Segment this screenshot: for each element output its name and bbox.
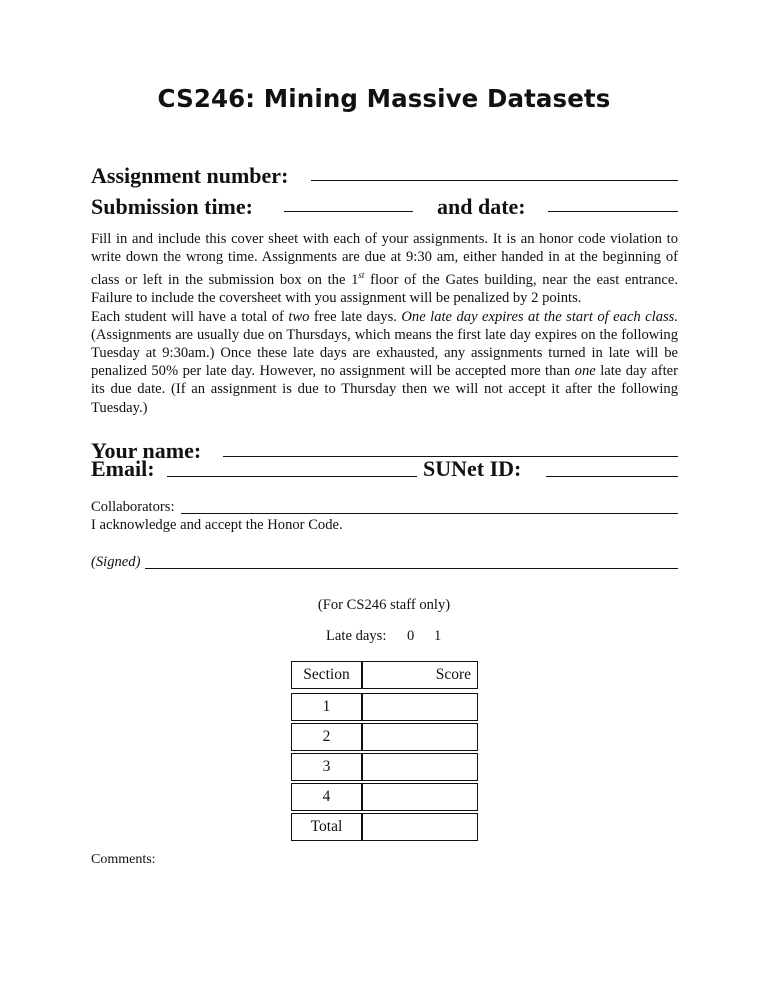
sunet-id-label: SUNet ID:	[423, 456, 522, 481]
comments-label: Comments:	[91, 852, 156, 867]
page-title: CS246: Mining Massive Datasets	[157, 84, 611, 113]
late-days-label: Late days:	[326, 628, 387, 644]
score-cell[interactable]	[362, 783, 478, 811]
table-row	[291, 693, 478, 721]
signature-field[interactable]	[145, 568, 678, 569]
assignment-number-label: Assignment number:	[91, 163, 289, 188]
score-cell[interactable]	[362, 753, 478, 781]
table-row	[291, 753, 478, 781]
score-cell[interactable]	[362, 723, 478, 751]
score-header: Score	[362, 661, 478, 689]
collaborators-label: Collaborators:	[91, 499, 175, 515]
signed-label: (Signed)	[91, 554, 141, 570]
your-name-label: Your name:	[91, 438, 202, 463]
section-header: Section	[291, 661, 362, 689]
submission-time-field[interactable]	[284, 211, 413, 212]
table-header-row	[291, 661, 478, 689]
section-cell: 3	[291, 753, 362, 781]
ordinal-suffix: st	[358, 270, 365, 281]
table-row	[291, 723, 478, 751]
late-days-option-0[interactable]: 0	[407, 628, 415, 644]
late-days-option-1[interactable]: 1	[434, 628, 442, 644]
collaborators-field[interactable]	[181, 513, 678, 514]
late-days-text-d: late day after its due date. (If an assignment is due to Thursday then we will not accept it after the following Tuesday.)	[91, 363, 679, 416]
late-days-text-c: (Assignments are usually due on Thursdays, which means the first late day expires on the following Tuesday at 9:30am.) Once these late days are exhausted, any assignments turned in late will be penalized 50% per late day. However, no assignment will be accepted more than	[91, 326, 678, 380]
score-table	[291, 659, 478, 843]
score-cell[interactable]	[362, 693, 478, 721]
section-cell: 1	[291, 693, 362, 721]
late-days-two: two	[288, 308, 310, 325]
instructions-text-1: Fill in and include this cover sheet with each of your assignments. It is an honor code violation to write down the wrong time. Assignments are due at 9:30 am, either handed in at the beginning of class or left in the submission box on the 1	[91, 231, 678, 289]
staff-only-note: (For CS246 staff only)	[317, 597, 451, 613]
sunet-id-field[interactable]	[546, 476, 678, 477]
email-label: Email:	[91, 456, 155, 481]
assignment-number-field[interactable]	[311, 180, 678, 181]
late-days-italic: One late day expires at the start of each class.	[401, 308, 679, 325]
section-cell: 2	[291, 723, 362, 751]
total-label: Total	[291, 813, 362, 841]
date-field[interactable]	[548, 211, 678, 212]
section-cell: 4	[291, 783, 362, 811]
table-row	[291, 783, 478, 811]
total-row	[291, 813, 478, 841]
honor-code-text: I acknowledge and accept the Honor Code.	[91, 517, 343, 533]
total-score-cell[interactable]	[362, 813, 478, 841]
submission-time-label: Submission time:	[91, 194, 253, 219]
late-days-text-a: Each student will have a total of	[91, 308, 289, 325]
date-label: and date:	[437, 194, 526, 219]
instructions-text-1-end: floor of the Gates building, near the east entrance. Failure to include the coversheet with you assignment will be penalized by 2 points.	[91, 272, 678, 307]
late-days-text-b: free late days.	[309, 308, 402, 325]
email-field[interactable]	[167, 476, 417, 477]
late-days-one: one	[574, 363, 596, 380]
instructions-paragraph	[91, 230, 678, 417]
